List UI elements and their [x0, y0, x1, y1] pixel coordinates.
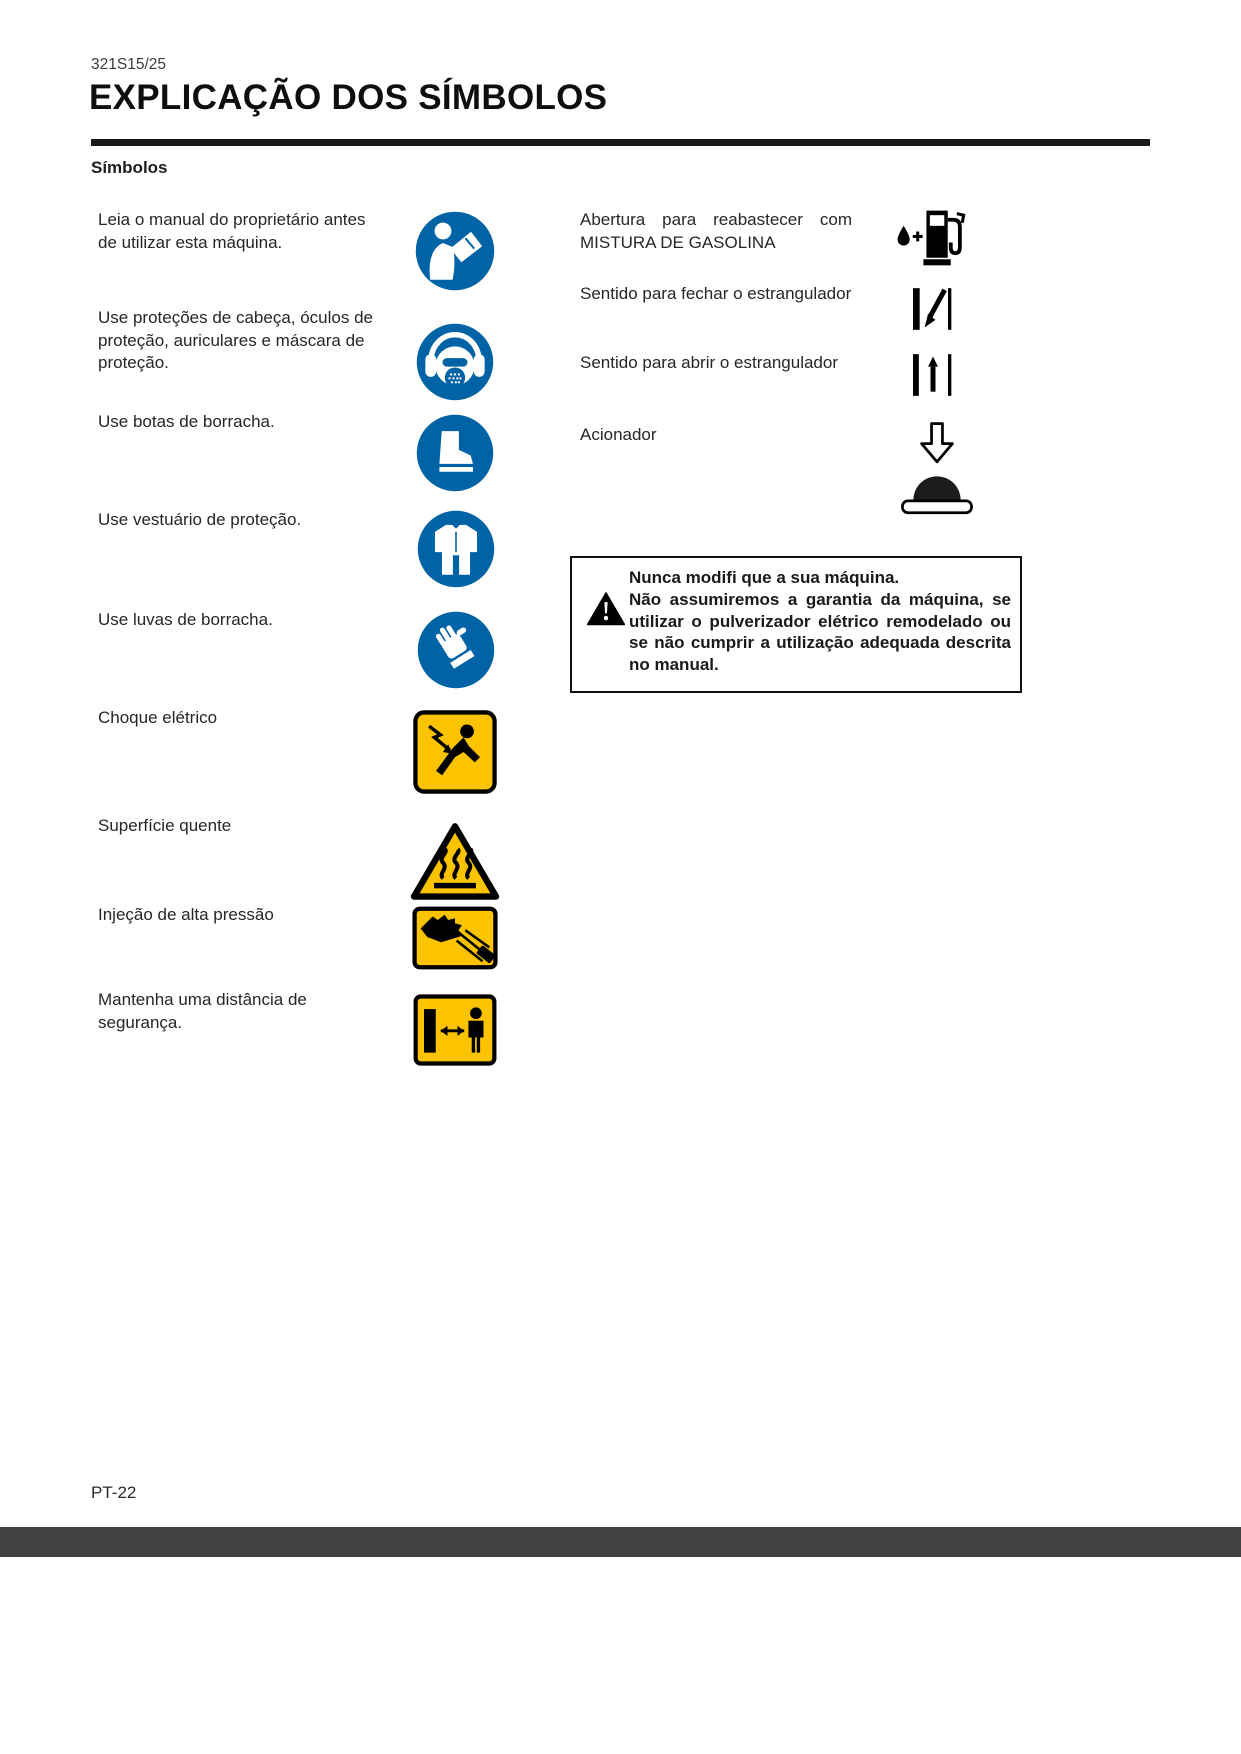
warning-triangle-icon [586, 591, 626, 626]
symbol-label-safety-distance: Mantenha uma distância de segurança. [98, 990, 307, 1032]
read-manual-icon [415, 211, 495, 291]
title-rule [91, 139, 1150, 146]
hot-surface-icon [409, 820, 501, 902]
primer-bulb-icon [896, 420, 978, 520]
high-pressure-injection-icon [412, 906, 498, 970]
symbol-label-choke-open: Sentido para abrir o estrangulador [580, 353, 838, 372]
section-heading: Símbolos [91, 158, 168, 177]
electric-shock-icon [412, 709, 498, 795]
symbol-label-primer-bulb: Acionador [580, 425, 657, 444]
symbol-label-high-pressure-injection: Injeção de alta pressão [98, 905, 274, 924]
symbol-label-rubber-gloves: Use luvas de borracha. [98, 610, 273, 629]
doc-code: 321S15/25 [91, 56, 166, 73]
symbol-label-read-manual: Leia o manual do proprietário antes de utilizar esta máquina. [98, 210, 366, 252]
symbol-label-hot-surface: Superfície quente [98, 816, 232, 835]
rubber-boots-icon [416, 414, 494, 492]
symbol-label-rubber-boots: Use botas de borracha. [98, 412, 275, 431]
footer-page-number: PT-22 [91, 1483, 137, 1502]
head-protection-icon [416, 323, 494, 401]
warning-line2: Não assumiremos a garantia da máquina, se utilizar o pulverizador elétrico remodelado ou se não cumprir a utilização adequada descrita no manual. [629, 589, 1011, 674]
safety-distance-icon [413, 994, 497, 1066]
choke-close-icon [907, 284, 959, 334]
choke-open-icon [907, 350, 959, 400]
warning-text [629, 567, 1011, 676]
symbol-label-fuel-mixture: Abertura para reabastecer com MISTURA DE GASOLINA [580, 210, 852, 252]
symbol-label-choke-close: Sentido para fechar o estrangulador [580, 284, 852, 303]
symbol-label-protective-clothing: Use vestuário de proteção. [98, 510, 302, 529]
protective-clothing-icon [417, 510, 495, 588]
symbol-label-head-protection: Use proteções de cabeça, óculos de proteção, auriculares e máscara de proteção. [98, 308, 374, 373]
symbol-label-electric-shock: Choque elétrico [98, 708, 218, 727]
rubber-gloves-icon [417, 611, 495, 689]
bottom-band [0, 1527, 1241, 1557]
page-title: EXPLICAÇÃO DOS SÍMBOLOS [89, 78, 608, 117]
warning-box [570, 556, 1022, 693]
fuel-mixture-icon [893, 203, 969, 276]
warning-line1: Nunca modifi que a sua máquina. [629, 568, 900, 587]
